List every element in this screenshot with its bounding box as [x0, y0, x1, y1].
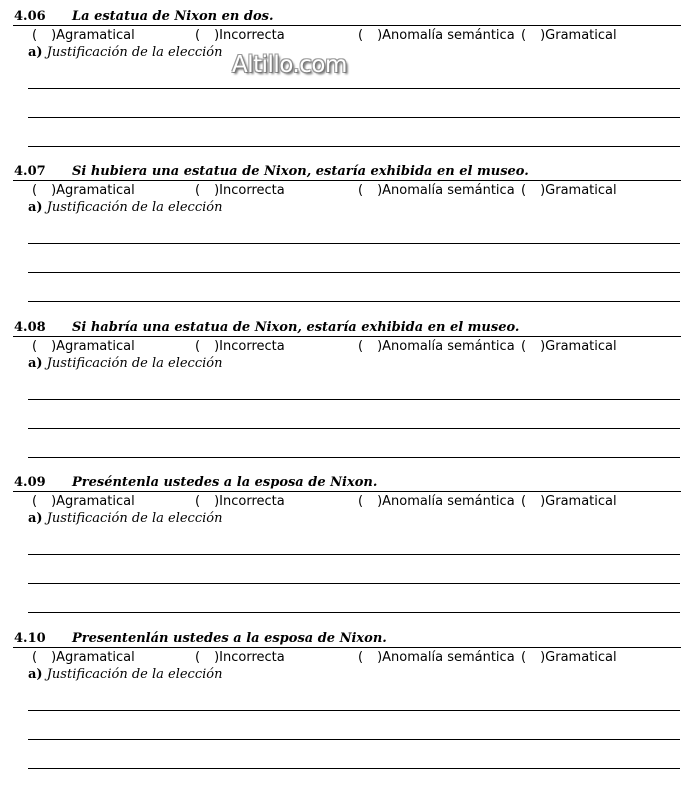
- justification-text: Justificación de la elección: [46, 356, 223, 371]
- checkbox-close: ): [377, 339, 383, 354]
- checkbox-close: ): [51, 183, 57, 198]
- justification-prefix: a): [28, 511, 43, 526]
- answer-options: [32, 650, 672, 666]
- checkbox-close: ): [540, 650, 546, 665]
- answer-line[interactable]: [28, 88, 680, 89]
- justification-text: Justificación de la elección: [46, 200, 223, 215]
- answer-line[interactable]: [28, 428, 680, 429]
- option-0[interactable]: [32, 183, 135, 199]
- question-sentence: Si habría una estatua de Nixon, estaría exhibida en el museo.: [72, 320, 520, 335]
- checkbox-open: (: [32, 650, 38, 665]
- checkbox-close: ): [540, 183, 546, 198]
- checkbox-close: ): [377, 494, 383, 509]
- answer-options: [32, 28, 672, 44]
- option-1[interactable]: [195, 650, 285, 666]
- option-3[interactable]: [521, 650, 617, 666]
- checkbox-close: ): [377, 28, 383, 43]
- justification-label: [28, 356, 222, 372]
- option-2[interactable]: [358, 339, 515, 355]
- answer-options: [32, 494, 672, 510]
- option-2[interactable]: [358, 494, 515, 510]
- justification-label: [28, 667, 222, 683]
- checkbox-open: (: [195, 650, 201, 665]
- question-item: [0, 320, 700, 470]
- answer-line[interactable]: [28, 768, 680, 769]
- checkbox-open: (: [358, 650, 364, 665]
- option-label: Incorrecta: [219, 28, 285, 43]
- justification-text: Justificación de la elección: [46, 511, 223, 526]
- option-label: Agramatical: [56, 183, 135, 198]
- checkbox-open: (: [32, 28, 38, 43]
- answer-line[interactable]: [28, 117, 680, 118]
- checkbox-open: (: [358, 494, 364, 509]
- option-3[interactable]: [521, 339, 617, 355]
- checkbox-open: (: [358, 28, 364, 43]
- question-header: [13, 164, 681, 181]
- question-number: 4.08: [14, 320, 46, 335]
- justification-prefix: a): [28, 356, 43, 371]
- checkbox-close: ): [540, 494, 546, 509]
- option-0[interactable]: [32, 650, 135, 666]
- answer-line[interactable]: [28, 272, 680, 273]
- checkbox-open: (: [32, 494, 38, 509]
- checkbox-open: (: [195, 183, 201, 198]
- option-label: Agramatical: [56, 650, 135, 665]
- question-sentence: Preséntenla ustedes a la esposa de Nixon.: [72, 475, 378, 490]
- checkbox-close: ): [51, 650, 57, 665]
- checkbox-open: (: [521, 650, 527, 665]
- question-header: [13, 631, 681, 648]
- checkbox-close: ): [51, 494, 57, 509]
- option-3[interactable]: [521, 28, 617, 44]
- justification-text: Justificación de la elección: [46, 45, 223, 60]
- checkbox-open: (: [195, 28, 201, 43]
- option-label: Anomalía semántica: [382, 494, 515, 509]
- checkbox-open: (: [521, 28, 527, 43]
- question-item: [0, 164, 700, 314]
- justification-label: [28, 200, 222, 216]
- question-number: 4.10: [14, 631, 46, 646]
- option-1[interactable]: [195, 183, 285, 199]
- answer-line[interactable]: [28, 612, 680, 613]
- checkbox-close: ): [214, 183, 220, 198]
- option-label: Anomalía semántica: [382, 28, 515, 43]
- checkbox-open: (: [521, 339, 527, 354]
- option-label: Anomalía semántica: [382, 339, 515, 354]
- checkbox-open: (: [521, 183, 527, 198]
- checkbox-close: ): [214, 494, 220, 509]
- option-0[interactable]: [32, 28, 135, 44]
- checkbox-open: (: [358, 339, 364, 354]
- checkbox-close: ): [540, 28, 546, 43]
- answer-line[interactable]: [28, 457, 680, 458]
- question-number: 4.09: [14, 475, 46, 490]
- checkbox-close: ): [377, 183, 383, 198]
- question-sentence: La estatua de Nixon en dos.: [72, 9, 274, 24]
- justification-prefix: a): [28, 667, 43, 682]
- checkbox-close: ): [540, 339, 546, 354]
- checkbox-close: ): [214, 650, 220, 665]
- checkbox-close: ): [51, 339, 57, 354]
- question-item: [0, 475, 700, 625]
- checkbox-open: (: [32, 183, 38, 198]
- question-item: [0, 631, 700, 781]
- option-2[interactable]: [358, 650, 515, 666]
- option-label: Gramatical: [545, 339, 617, 354]
- question-sentence: Si hubiera una estatua de Nixon, estaría exhibida en el museo.: [72, 164, 529, 179]
- checkbox-close: ): [51, 28, 57, 43]
- option-1[interactable]: [195, 339, 285, 355]
- altillo-watermark: Altillo.com: [232, 52, 347, 78]
- option-label: Anomalía semántica: [382, 183, 515, 198]
- option-label: Agramatical: [56, 494, 135, 509]
- option-label: Gramatical: [545, 28, 617, 43]
- checkbox-open: (: [195, 339, 201, 354]
- checkbox-open: (: [358, 183, 364, 198]
- question-sentence: Presentenlán ustedes a la esposa de Nixon.: [72, 631, 387, 646]
- answer-line[interactable]: [28, 146, 680, 147]
- option-label: Gramatical: [545, 183, 617, 198]
- answer-line[interactable]: [28, 301, 680, 302]
- option-3[interactable]: [521, 494, 617, 510]
- checkbox-close: ): [214, 28, 220, 43]
- justification-label: [28, 45, 222, 61]
- justification-text: Justificación de la elección: [46, 667, 223, 682]
- option-2[interactable]: [358, 28, 515, 44]
- question-number: 4.06: [14, 9, 46, 24]
- option-1[interactable]: [195, 28, 285, 44]
- option-label: Gramatical: [545, 650, 617, 665]
- option-label: Anomalía semántica: [382, 650, 515, 665]
- justification-prefix: a): [28, 200, 43, 215]
- option-1[interactable]: [195, 494, 285, 510]
- checkbox-close: ): [377, 650, 383, 665]
- answer-line[interactable]: [28, 399, 680, 400]
- question-header: [13, 320, 681, 337]
- option-label: Incorrecta: [219, 494, 285, 509]
- option-0[interactable]: [32, 494, 135, 510]
- checkbox-open: (: [521, 494, 527, 509]
- justification-label: [28, 511, 222, 527]
- checkbox-close: ): [214, 339, 220, 354]
- question-number: 4.07: [14, 164, 46, 179]
- checkbox-open: (: [195, 494, 201, 509]
- option-label: Incorrecta: [219, 650, 285, 665]
- answer-line[interactable]: [28, 710, 680, 711]
- question-header: [13, 9, 681, 26]
- justification-prefix: a): [28, 45, 43, 60]
- option-label: Incorrecta: [219, 183, 285, 198]
- option-label: Agramatical: [56, 28, 135, 43]
- answer-line[interactable]: [28, 583, 680, 584]
- answer-options: [32, 183, 672, 199]
- answer-line[interactable]: [28, 739, 680, 740]
- option-2[interactable]: [358, 183, 515, 199]
- question-item: [0, 9, 700, 159]
- answer-line[interactable]: [28, 243, 680, 244]
- option-label: Incorrecta: [219, 339, 285, 354]
- answer-options: [32, 339, 672, 355]
- answer-line[interactable]: [28, 554, 680, 555]
- option-3[interactable]: [521, 183, 617, 199]
- option-label: Agramatical: [56, 339, 135, 354]
- option-label: Gramatical: [545, 494, 617, 509]
- option-0[interactable]: [32, 339, 135, 355]
- checkbox-open: (: [32, 339, 38, 354]
- question-header: [13, 475, 681, 492]
